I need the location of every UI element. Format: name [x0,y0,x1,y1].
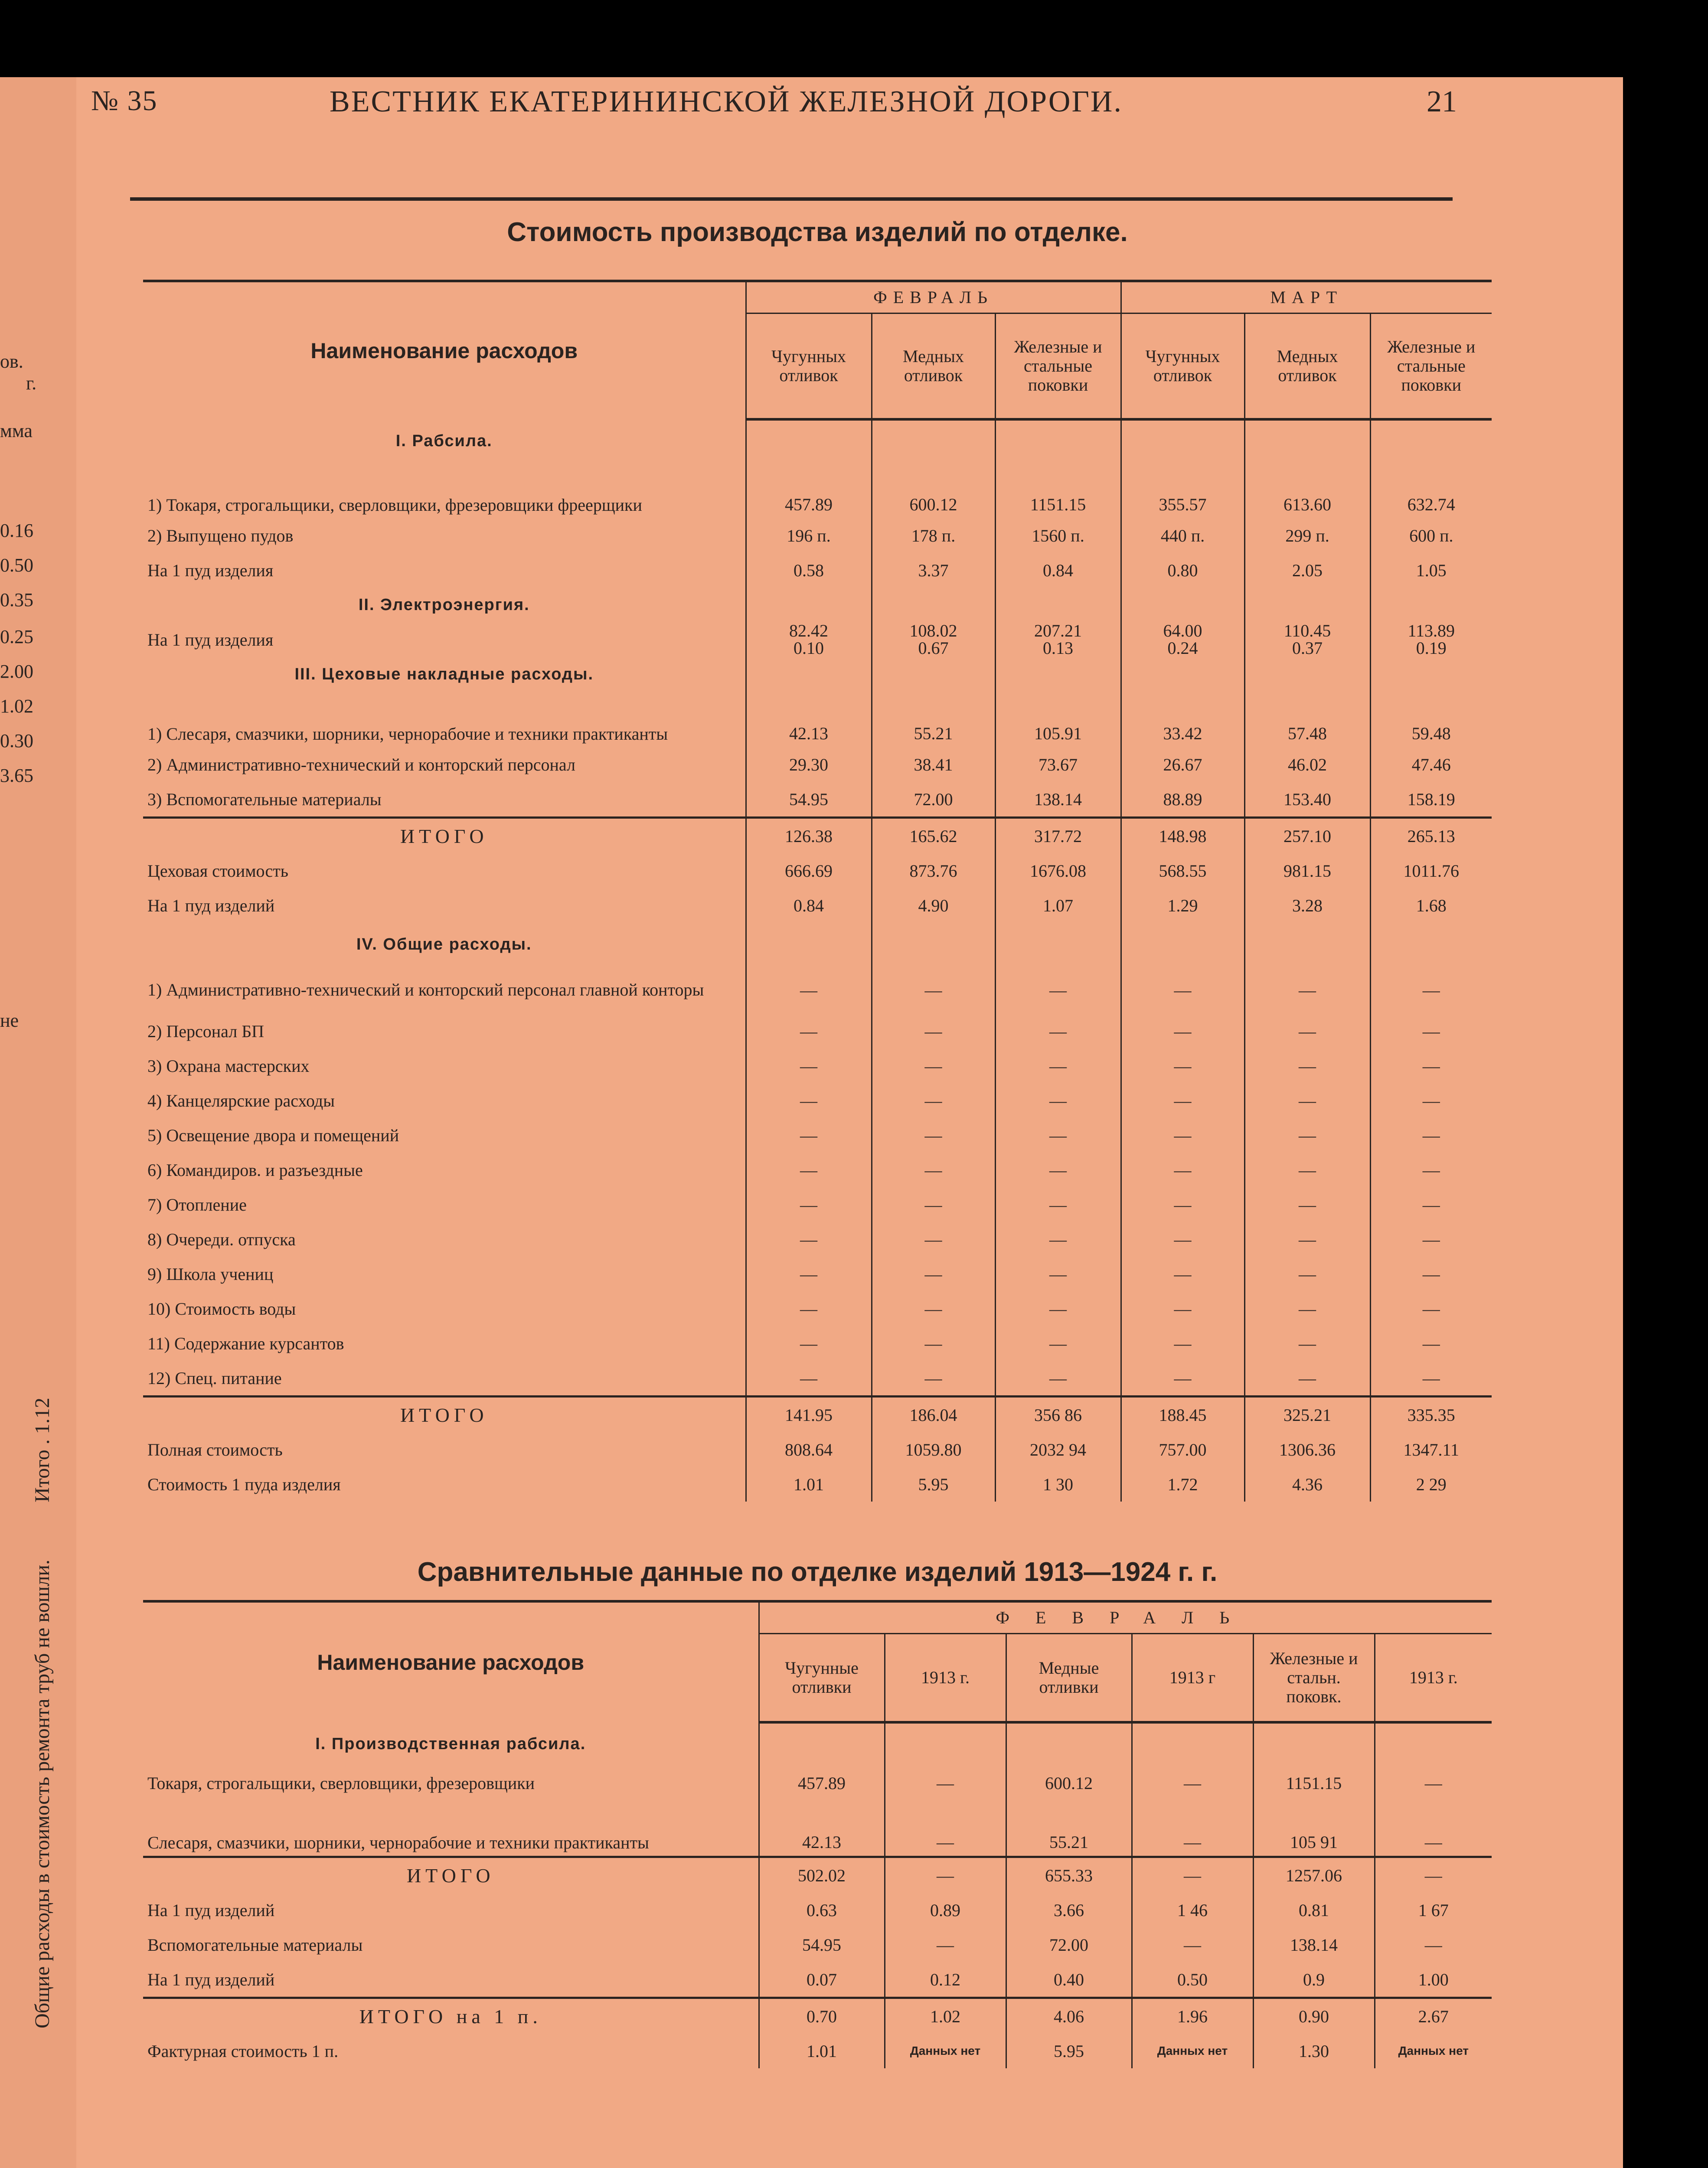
cell: 72.00 [872,782,995,818]
row-label: 1) Токаря, строгальщики, сверловщики, фрезеровщики фреерщики [143,463,746,518]
cell: — [1121,1326,1244,1361]
cell: 148.98 [1121,818,1244,854]
group-header-mar: МАРТ [1121,281,1492,313]
fragment-text: г. [26,372,37,394]
cell: 1.01 [759,2034,885,2068]
cell: 1.72 [1121,1467,1244,1502]
table2 [143,1600,1492,2068]
cell: 178 п. [872,518,995,553]
side-note [30,1378,54,2028]
cell: 42.13 [759,1800,885,1857]
cell: 1 30 [995,1467,1121,1502]
cell: 2 29 [1416,1474,1447,1494]
cell: — [1424,1773,1442,1793]
table2-title: Сравнительные данные по отделке изделий 1913—1924 г. г. [417,1557,1218,1587]
cell: 3.66 [1006,1893,1132,1927]
cell: 981.15 [1244,853,1370,888]
cell: — [885,1927,1006,1962]
cell: 1676.08 [995,853,1121,888]
cell: — [1121,1118,1244,1153]
cell: 808.64 [746,1432,872,1467]
cell: — [746,1083,872,1118]
cell: 502.02 [759,1857,885,1893]
table-row [143,1153,1492,1187]
fragment-text: не [0,1010,19,1031]
cell: 42.13 [746,692,872,747]
col-header: 1913 г [1132,1634,1253,1723]
cell: — [1244,966,1370,1014]
cell: — [1132,1927,1253,1962]
cell: 82.42 [789,622,828,640]
cell: — [746,1326,872,1361]
row-label: Полная стоимость [143,1432,746,1467]
cell: 55.21 [872,692,995,747]
table-row [143,1014,1492,1048]
row-label: На 1 пуд изделия [143,622,746,657]
cell: — [746,1187,872,1222]
cell: 0.63 [759,1893,885,1927]
col-header: Медных отливок [872,313,995,420]
cell: — [1422,1368,1440,1388]
cell: 46.02 [1244,747,1370,782]
left-page-fragment [0,77,76,2168]
cell: — [1121,1291,1244,1326]
cell: 64.00 [1163,622,1202,640]
cell: 0.19 [1416,638,1447,657]
cell: — [1244,1326,1370,1361]
cell: — [1422,1229,1440,1249]
cell: 1059.80 [872,1432,995,1467]
cell: 2.67 [1375,1998,1492,2034]
cell: — [746,1291,872,1326]
cell: 0.07 [759,1962,885,1998]
col-header: Чугунных отливок [746,313,872,420]
table-row [143,1361,1492,1397]
cell: — [746,966,872,1014]
cell: 0.70 [759,1998,885,2034]
cell: 335.35 [1370,1397,1492,1433]
cell: — [995,1291,1121,1326]
cell: 113.89 [1408,622,1455,640]
fragment-text: 0.30 [0,730,33,751]
row-label: 8) Очереди. отпуска [143,1222,746,1257]
cell: 1.07 [995,888,1121,923]
cell: 4.06 [1006,1998,1132,2034]
cell: 1151.15 [1253,1766,1375,1800]
cell: 126.38 [746,818,872,854]
cell: — [746,1153,872,1187]
cell: 1151.15 [995,463,1121,518]
row-label: 2) Административно-технический и конторский персонал [143,747,746,782]
cell: 73.67 [995,747,1121,782]
cell: — [1244,1153,1370,1187]
cell: 568.55 [1121,853,1244,888]
cell: — [1422,1333,1440,1353]
row-label: На 1 пуд изделий [143,1893,759,1927]
cell: 141.95 [746,1397,872,1433]
cell: 105.91 [995,692,1121,747]
cell: 158.19 [1407,789,1455,809]
row-label: На 1 пуд изделий [143,888,746,923]
row-label: На 1 пуд изделий [143,1962,759,1998]
cell: — [1244,1048,1370,1083]
cell: 38.41 [872,747,995,782]
table-row [143,1187,1492,1222]
fragment-text: ов. [0,351,23,372]
cell: 0.50 [1132,1962,1253,1998]
row-label: Стоимость 1 пуда изделия [143,1467,746,1502]
fragment-text: 2.00 [0,661,33,682]
col-header: 1913 г. [1375,1634,1492,1723]
cell: — [872,1222,995,1257]
row-label: 4) Канцелярские расходы [143,1083,746,1118]
cell: — [1132,1800,1253,1857]
cell: — [1121,1187,1244,1222]
issue-number: № 35 [91,85,158,117]
fragment-text: 0.25 [0,626,33,647]
cell: 72.00 [1006,1927,1132,1962]
cell: 3.37 [872,553,995,588]
section-heading: I. Производственная рабсила. [143,1722,759,1766]
fragment-text: 0.35 [0,589,33,611]
table1-title: Стоимость производства изделий по отделке. [507,217,1128,247]
table-row [143,1257,1492,1291]
row-label: Фактурная стоимость 1 п. [143,2034,759,2068]
cell: — [1422,1125,1440,1145]
cell: — [1121,1257,1244,1291]
cell: 207.21 [1034,622,1082,640]
cell: — [1244,1291,1370,1326]
cell: — [995,1326,1121,1361]
cell: 457.89 [746,463,872,518]
row-label: 12) Спец. питание [143,1361,746,1397]
cell: 355.57 [1121,463,1244,518]
table-row [143,1083,1492,1118]
fragment-text: 0.50 [0,555,33,576]
cell: 0.81 [1253,1893,1375,1927]
cell: 4.90 [872,888,995,923]
section-heading: I. Рабсила. [143,419,746,463]
cell: 600.12 [1006,1766,1132,1800]
cell: — [1422,1299,1440,1319]
cell: — [995,966,1121,1014]
cell: — [1422,1195,1440,1215]
cell: — [995,1048,1121,1083]
total-label: ИТОГО [143,1857,759,1893]
cell: 1.96 [1132,1998,1253,2034]
cell: — [1121,966,1244,1014]
cell: — [995,1222,1121,1257]
cell: — [872,1083,995,1118]
cell: 0.58 [746,553,872,588]
journal-title: ВЕСТНИК ЕКАТЕРИНИНСКОЙ ЖЕЛЕЗНОЙ ДОРОГИ. [330,85,1123,118]
cell: — [995,1118,1121,1153]
cell: 108.02 [909,622,957,640]
cell: 57.48 [1244,692,1370,747]
fragment-text: 0.16 [0,520,33,541]
cell: — [872,1361,995,1397]
cell: 153.40 [1244,782,1370,818]
row-label: Токаря, строгальщики, сверловщики, фрезеровщики [143,1766,759,1800]
row-label: 2) Выпущено пудов [143,518,746,553]
page-header [91,85,1457,137]
cell: 88.89 [1121,782,1244,818]
cell: — [995,1361,1121,1397]
cell: — [872,1187,995,1222]
cell: 600 п. [1409,526,1453,545]
cell: — [872,1014,995,1048]
col-header: Медные отливки [1006,1634,1132,1723]
cell: 757.00 [1121,1432,1244,1467]
cell: 0.12 [885,1962,1006,1998]
row-label: 5) Освещение двора и помещений [143,1118,746,1153]
cell: 1.01 [746,1467,872,1502]
cell: — [1244,1187,1370,1222]
cell: 26.67 [1121,747,1244,782]
cell: 47.46 [1411,754,1451,774]
cell: — [885,1800,1006,1857]
cell: 4.36 [1244,1467,1370,1502]
col-header: Железные и стальные поковки [995,313,1121,420]
cell: 5.95 [872,1467,995,1502]
cell: — [746,1222,872,1257]
cell: — [1375,1857,1492,1893]
cell: 600.12 [872,463,995,518]
cell: — [1121,1361,1244,1397]
fragment-text: 3.65 [0,765,33,786]
cell: 0.84 [746,888,872,923]
header-rule [130,197,1453,201]
cell: 1257.06 [1253,1857,1375,1893]
cell: 0.24 [1167,638,1198,657]
cell: 1 67 [1418,1900,1449,1920]
cell: — [1424,1832,1442,1852]
cell: — [1121,1048,1244,1083]
cell: 356 86 [995,1397,1121,1433]
cell: — [995,1014,1121,1048]
table-row [143,1118,1492,1153]
row-label: 1) Административно-технический и конторский персонал главной конторы [143,966,746,1014]
cell: Данных нет [1132,2034,1253,2068]
cell: 59.48 [1411,724,1451,743]
cell: — [1422,1160,1440,1180]
cell: — [885,1766,1006,1800]
cell: Данных нет [885,2034,1006,2068]
row-label: Цеховая стоимость [143,853,746,888]
cell: 188.45 [1121,1397,1244,1433]
cell: 613.60 [1244,463,1370,518]
cell: 165.62 [872,818,995,854]
cell: 5.95 [1006,2034,1132,2068]
cell: 3.28 [1244,888,1370,923]
table-row [143,1291,1492,1326]
cell: 1 46 [1132,1893,1253,1927]
cell: — [1121,1014,1244,1048]
total-label: ИТОГО [143,1397,746,1433]
cell: 457.89 [759,1766,885,1800]
row-label: 6) Командиров. и разъездные [143,1153,746,1187]
cell: — [1422,1056,1440,1076]
table-row [143,1326,1492,1361]
cell: — [1244,1257,1370,1291]
row-label: На 1 пуд изделия [143,553,746,588]
cell: 0.84 [995,553,1121,588]
cell: — [1121,1222,1244,1257]
fragment-text: мма [0,420,33,441]
cell: — [1121,1153,1244,1187]
col-header: Чугунных отливок [1121,313,1244,420]
table-row [143,1048,1492,1083]
cell: 440 п. [1121,518,1244,553]
cell: — [995,1083,1121,1118]
cell: — [746,1118,872,1153]
cell: 2032 94 [995,1432,1121,1467]
cell: — [1244,1083,1370,1118]
cell: 666.69 [746,853,872,888]
cell: — [746,1361,872,1397]
cell: 0.13 [1043,638,1073,657]
cell: — [995,1187,1121,1222]
cell: 0.40 [1006,1962,1132,1998]
cell: 54.95 [759,1927,885,1962]
cell: — [995,1257,1121,1291]
cell: 55.21 [1006,1800,1132,1857]
cell: 317.72 [995,818,1121,854]
cell: — [1132,1857,1253,1893]
cell: 1.00 [1418,1969,1449,1989]
group-header-feb: ФЕВРАЛЬ [746,281,1121,313]
cell: 1.68 [1416,895,1447,915]
cell: — [872,1257,995,1291]
row-label: 3) Охрана мастерских [143,1048,746,1083]
row-label: 3) Вспомогательные материалы [143,782,746,818]
cell: — [1244,1222,1370,1257]
cell: — [872,966,995,1014]
cell: 0.37 [1292,638,1323,657]
row-label: 2) Персонал БП [143,1014,746,1048]
row-label: 7) Отопление [143,1187,746,1222]
table1 [143,280,1492,1502]
cell: — [1424,1935,1442,1955]
cell: — [1132,1766,1253,1800]
cell: 0.80 [1121,553,1244,588]
page-number: 21 [1427,85,1457,118]
cell: 655.33 [1006,1857,1132,1893]
cell: 0.90 [1253,1998,1375,2034]
cell: 0.67 [918,638,949,657]
cell: 1011.76 [1403,861,1460,881]
cell: — [995,1153,1121,1187]
cell: 29.30 [746,747,872,782]
row-label: Вспомогательные материалы [143,1927,759,1962]
col-header: 1913 г. [885,1634,1006,1723]
cell: 54.95 [746,782,872,818]
cell: 325.21 [1244,1397,1370,1433]
cell: 110.45 [1283,622,1331,640]
cell: 873.76 [872,853,995,888]
name-header: Наименование расходов [143,1601,759,1722]
cell: 138.14 [995,782,1121,818]
cell: 33.42 [1121,692,1244,747]
cell: 196 п. [746,518,872,553]
cell: — [1422,1264,1440,1284]
col-header: Чугунные отливки [759,1634,885,1723]
cell: — [1422,980,1440,1000]
total-label: ИТОГО [143,818,746,854]
cell: — [872,1048,995,1083]
cell: — [872,1291,995,1326]
name-header: Наименование расходов [143,281,746,419]
col-header: Железные и стальные поковки [1370,313,1492,420]
section-heading: III. Цеховые накладные расходы. [143,657,746,692]
cell: — [746,1048,872,1083]
cell: 632.74 [1407,495,1455,514]
cell: 1306.36 [1244,1432,1370,1467]
cell: 1347.11 [1403,1440,1460,1459]
cell: 2.05 [1244,553,1370,588]
col-header: Медных отливок [1244,313,1370,420]
cell: 0.89 [885,1893,1006,1927]
cell: 299 п. [1244,518,1370,553]
cell: — [872,1153,995,1187]
section-heading: IV. Общие расходы. [143,923,746,966]
cell: — [1422,1091,1440,1110]
cell: — [1244,1118,1370,1153]
cell: — [885,1857,1006,1893]
row-label: Слесаря, смазчики, шорники, чернорабочие и техники практиканты [143,1800,759,1857]
cell: — [1244,1014,1370,1048]
cell: — [1244,1361,1370,1397]
cell: 1.05 [1416,560,1447,580]
row-label: 10) Стоимость воды [143,1291,746,1326]
row-label: 9) Школа учениц [143,1257,746,1291]
cell: — [872,1326,995,1361]
total-label: ИТОГО на 1 п. [143,1998,759,2034]
table-row [143,966,1492,1014]
cell: — [1422,1021,1440,1041]
section-heading: II. Электроэнергия. [143,588,746,622]
cell: 138.14 [1253,1927,1375,1962]
cell: 265.13 [1370,818,1492,854]
cell: 257.10 [1244,818,1370,854]
cell: Данных нет [1398,2044,1469,2057]
table-row [143,1222,1492,1257]
cell: 0.10 [794,638,824,657]
cell: 186.04 [872,1397,995,1433]
row-label: 11) Содержание курсантов [143,1326,746,1361]
cell: 1560 п. [995,518,1121,553]
group-header-feb: ФЕВРАЛЬ [759,1601,1492,1634]
cell: 1.02 [885,1998,1006,2034]
cell: 1.29 [1121,888,1244,923]
cell: 105 91 [1253,1800,1375,1857]
cell: — [746,1257,872,1291]
cell: 1.30 [1253,2034,1375,2068]
row-label: 1) Слесаря, смазчики, шорники, чернорабочие и техники практиканты [143,692,746,747]
cell: — [1121,1083,1244,1118]
side-note-total: Итого . 1.12 [31,1397,54,1502]
side-note-text: Общие расходы в стоимость ремонта труб не вошли. [31,1559,54,2028]
col-header: Железные и стальн. поковк. [1253,1634,1375,1723]
cell: — [872,1118,995,1153]
fragment-text: 1.02 [0,695,33,717]
cell: — [746,1014,872,1048]
cell: 0.9 [1253,1962,1375,1998]
